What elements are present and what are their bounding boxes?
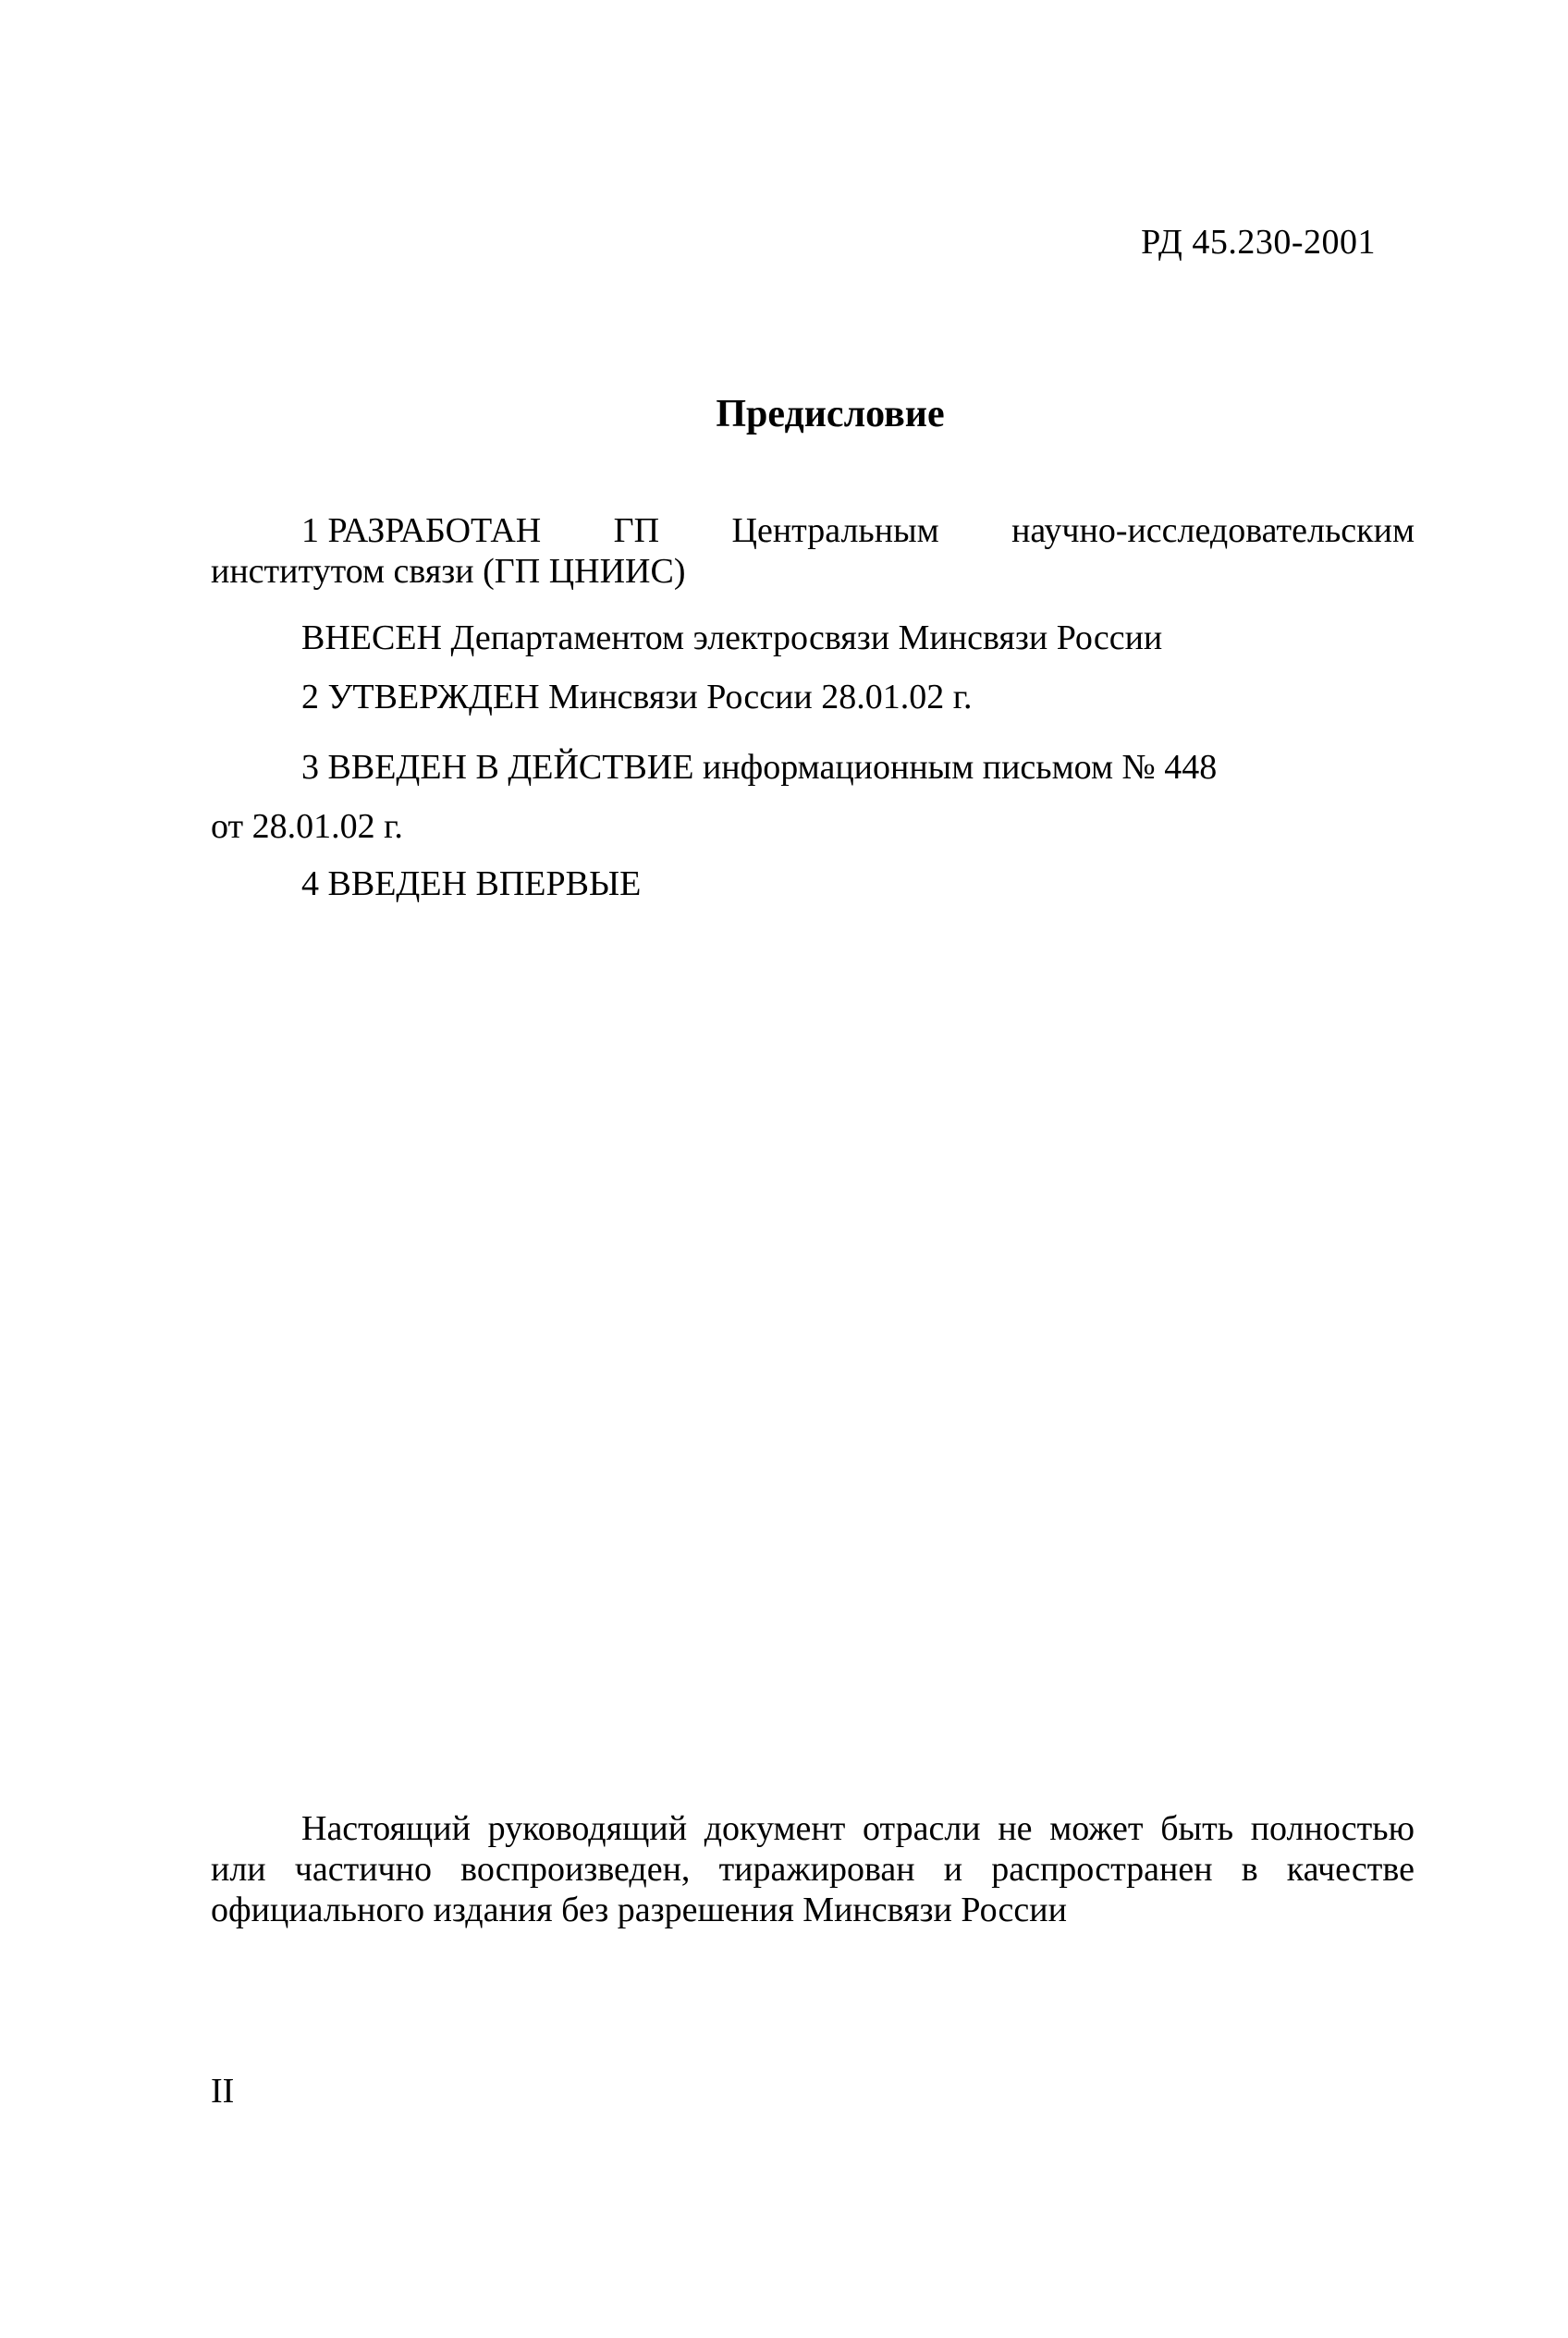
copyright-notice: Настоящий руководящий документ отрасли не может быть полностью или частично воспроизведен, тиражирован и распространен в качестве официального издания без разрешения Минсвязи России bbox=[211, 1809, 1415, 1929]
item-enacted-date: от 28.01.02 г. bbox=[211, 807, 403, 846]
document-code: РД 45.230-2001 bbox=[1141, 223, 1376, 262]
item-enacted: 3 ВВЕДЕН В ДЕЙСТВИЕ информационным письмом № 448 bbox=[301, 748, 1218, 787]
page-title: Предисловие bbox=[716, 393, 945, 435]
item-first-introduced: 4 ВВЕДЕН ВПЕРВЫЕ bbox=[301, 864, 642, 903]
item-developed-line-2: институтом связи (ГП ЦНИИС) bbox=[211, 552, 686, 591]
item-developed-org-abbr: ГП bbox=[613, 511, 660, 550]
page-number: II bbox=[211, 2072, 235, 2111]
item-developed-org-word: Центральным bbox=[731, 511, 939, 550]
item-developed bbox=[211, 510, 1415, 592]
item-approved: 2 УТВЕРЖДЕН Минсвязи России 28.01.02 г. bbox=[301, 678, 973, 716]
item-developed-line-1 bbox=[211, 510, 1415, 551]
item-developed-org-word-2: научно-исследовательским bbox=[1011, 511, 1415, 550]
item-submitted: ВНЕСЕН Департаментом электросвязи Минсвязи России bbox=[301, 618, 1163, 657]
item-developed-label: 1 РАЗРАБОТАН bbox=[301, 511, 542, 550]
